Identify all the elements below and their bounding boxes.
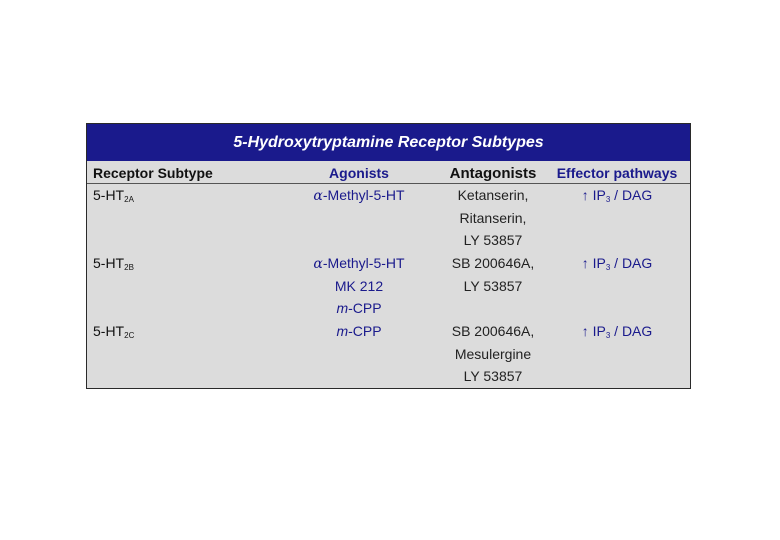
antagonist-item: SB 200646A, — [451, 323, 535, 339]
effector-ip-subscript: 3 — [605, 195, 611, 204]
receptor-subscript: 2C — [124, 331, 135, 340]
agonist-prefix: α — [313, 188, 323, 204]
up-arrow-icon: ↑ — [581, 187, 589, 203]
agonist-item — [287, 252, 431, 275]
antagonist-item: LY 53857 — [463, 277, 523, 294]
effector-rest: / DAG — [610, 255, 653, 271]
effector-cell — [547, 320, 687, 343]
agonist-prefix: m — [336, 300, 349, 316]
receptor-cell — [93, 252, 134, 275]
header-row — [87, 161, 690, 184]
agonist-prefix: α — [313, 256, 323, 272]
effector-rest: / DAG — [610, 323, 653, 339]
agonist-name: -Methyl-5-HT — [322, 187, 405, 203]
agonist-prefix: m — [336, 323, 349, 339]
effector-ip-subscript: 3 — [605, 331, 611, 340]
effector-cell — [547, 252, 687, 275]
effector-ip: IP — [592, 255, 606, 271]
antagonist-item: Ketanserin, — [457, 187, 529, 203]
antagonist-item: LY 53857 — [463, 368, 523, 384]
header-receptor-subtype: Receptor Subtype — [93, 165, 213, 181]
header-agonists: Agonists — [329, 165, 389, 181]
effector-cell — [547, 184, 687, 207]
receptor-subscript: 2B — [124, 263, 134, 272]
effector-ip-subscript: 3 — [605, 263, 611, 272]
up-arrow-icon: ↑ — [581, 323, 589, 339]
antagonist-item: Ritanserin, — [459, 209, 527, 226]
agonist-item — [287, 297, 431, 320]
effector-rest: / DAG — [610, 187, 653, 203]
header-effector-pathways: Effector pathways — [556, 165, 678, 181]
agonist-name: -CPP — [348, 300, 382, 316]
agonist-name: -CPP — [348, 323, 382, 339]
agonist-item — [287, 275, 431, 298]
agonist-name: MK 212 — [334, 277, 384, 294]
table-title: 5-Hydroxytryptamine Receptor Subtypes — [87, 124, 690, 161]
header-antagonists: Antagonists — [449, 165, 537, 182]
antagonist-item: SB 200646A, — [451, 255, 535, 271]
receptor-table — [86, 123, 691, 389]
antagonist-item: LY 53857 — [463, 232, 523, 248]
receptor-cell — [93, 184, 134, 207]
up-arrow-icon: ↑ — [581, 255, 589, 271]
receptor-cell — [93, 320, 134, 343]
receptor-subscript: 2A — [124, 195, 134, 204]
effector-ip: IP — [592, 323, 606, 339]
receptor-base: 5-HT — [93, 255, 125, 271]
agonist-item — [287, 320, 431, 343]
receptor-base: 5-HT — [93, 187, 125, 203]
agonist-name: -Methyl-5-HT — [322, 255, 405, 271]
antagonist-item: Mesulergine — [454, 345, 532, 362]
receptor-base: 5-HT — [93, 323, 125, 339]
effector-ip: IP — [592, 187, 606, 203]
agonist-item — [287, 184, 431, 207]
